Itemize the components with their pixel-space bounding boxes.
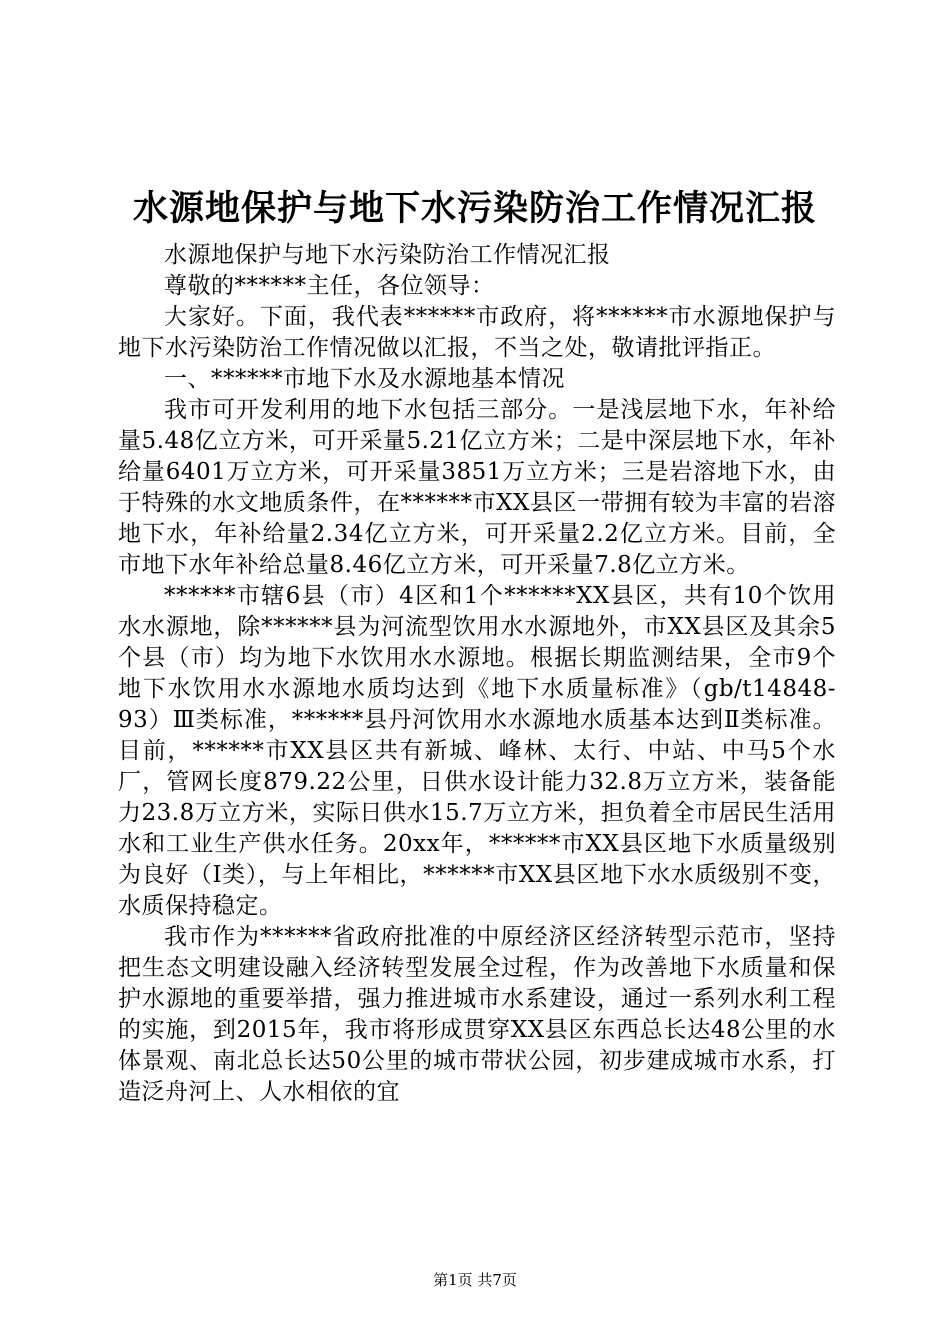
paragraph-subtitle: 水源地保护与地下水污染防治工作情况汇报 <box>164 242 611 268</box>
paragraph-intro: 大家好。下面，我代表******市政府，将******市水源地保护与地下水污染防治工作情况做以汇报，不当之处，敬请批评指正。 <box>118 304 836 361</box>
paragraph-water-sources: ******市辖6县（市）4区和1个******XX县区，共有10个饮用水水源地，除******县为河流型饮用水水源地外，市XX县区及其余5个县（市）均为地下水饮用水水源地。根据长期监测结果，全市9个地下水饮用水水源地水质均达到《地下水质量标准》（gb/t14848-93）Ⅲ类标准，******县丹河饮用水水源地水质基本达到Ⅱ类标准。目前，******市XX县区共有新城、峰林、太行、中站、中马5个水厂，管网长度879.22公里，日供水设计能力32.8万立方米，装备能力23.8万立方米，实际日供水15.7万立方米，担负着全市居民生活用水和工业生产供水任务。20xx年，******市XX县区地下水质量级别为良好（Ⅰ类），与上年相比，******市XX县区地下水水质级别不变，水质保持稳定。 <box>118 583 836 919</box>
page-footer: 第1页 共7页 <box>433 1271 517 1289</box>
paragraph-salutation: 尊敬的******主任，各位领导： <box>164 273 495 299</box>
document-body <box>118 240 836 1108</box>
section-heading-1: 一、******市地下水及水源地基本情况 <box>164 366 565 392</box>
paragraph-groundwater: 我市可开发利用的地下水包括三部分。一是浅层地下水，年补给量5.48亿立方米，可开采量5.21亿立方米；二是中深层地下水，年补给量6401万立方米，可开采量3851万立方米；三是岩溶地下水，由于特殊的水文地质条件，在******市XX县区一带拥有较为丰富的岩溶地下水，年补给量2.34亿立方米，可开采量2.2亿立方米。目前，全市地下水年补给总量8.46亿立方米，可开采量7.8亿立方米。 <box>118 397 836 578</box>
paragraph-transformation: 我市作为******省政府批准的中原经济区经济转型示范市，坚持把生态文明建设融入经济转型发展全过程，作为改善地下水质量和保护水源地的重要举措，强力推进城市水系建设，通过一系列水利工程的实施，到2015年，我市将形成贯穿XX县区东西总长达48公里的水体景观、南北总长达50公里的城市带状公园，初步建成城市水系，打造泛舟河上、人水相依的宜 <box>118 924 836 1105</box>
document-title: 水源地保护与地下水污染防治工作情况汇报 <box>132 188 817 229</box>
